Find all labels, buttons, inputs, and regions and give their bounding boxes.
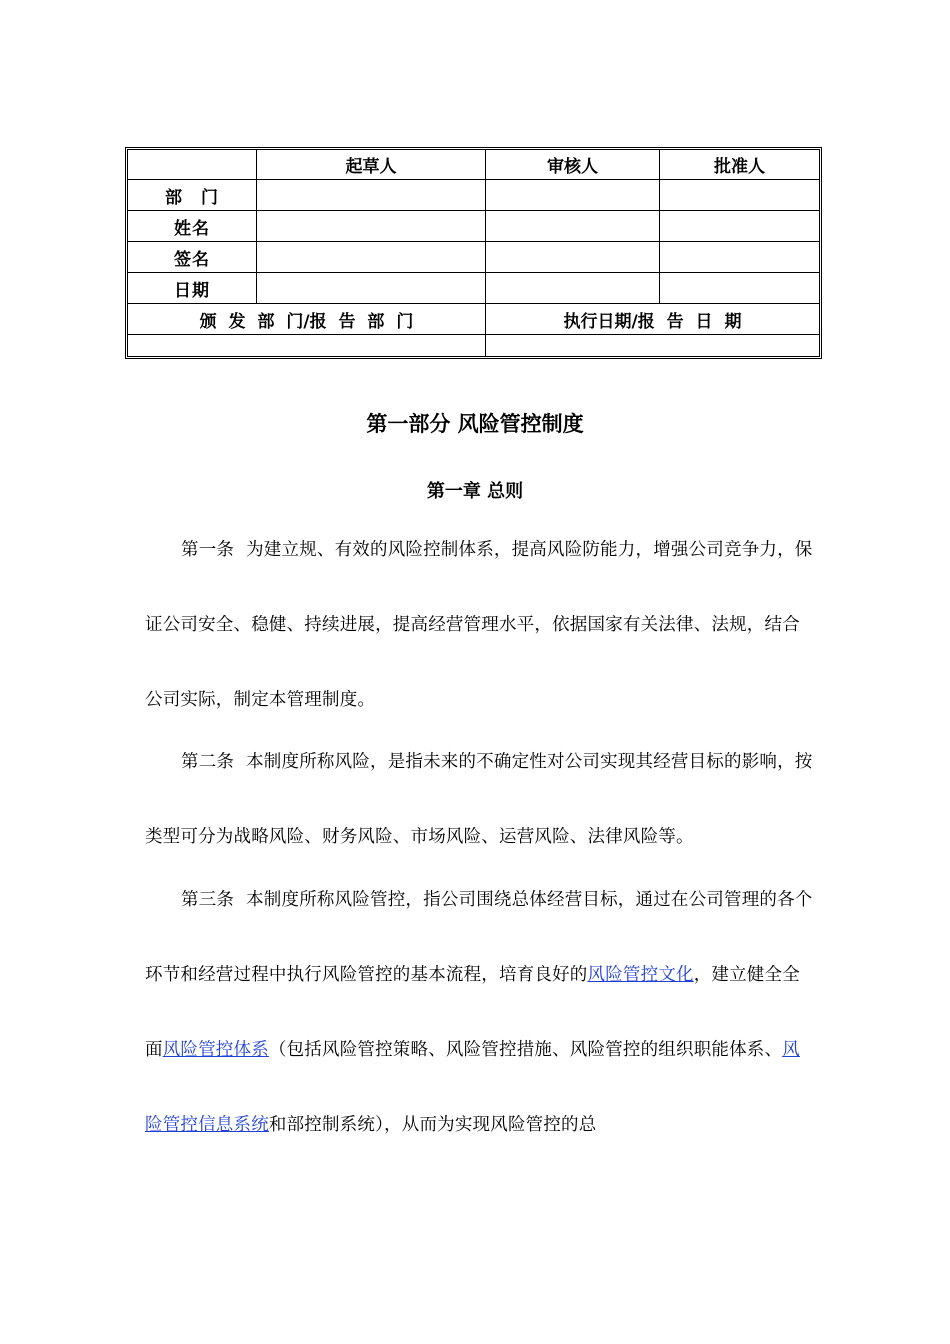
- article-3-label: 第三条: [181, 890, 235, 910]
- issue-dept-value-cell[interactable]: [128, 335, 486, 356]
- drafter-date-cell[interactable]: [257, 273, 486, 304]
- signoff-table: [125, 147, 822, 359]
- article-3-text-b: ，建立健全全面: [145, 965, 800, 1060]
- article-3-text-c: （包括风险管控策略、风险管控措施、风险管控的组织职能体系、: [268, 1040, 783, 1060]
- header-approver: 批准人: [660, 150, 819, 180]
- link-risk-culture[interactable]: 风险管控文化: [587, 965, 694, 985]
- reviewer-signature-cell[interactable]: [486, 242, 660, 273]
- row-label-signature: 签名: [128, 242, 257, 273]
- header-blank-cell: [128, 150, 257, 180]
- article-3-text-d: 和部控制系统），从而为实现风险管控的总: [268, 1115, 597, 1135]
- row-label-date: 日期: [128, 273, 257, 304]
- drafter-name-cell[interactable]: [257, 211, 486, 242]
- reviewer-department-cell[interactable]: [486, 180, 660, 211]
- drafter-signature-cell[interactable]: [257, 242, 486, 273]
- article-2-text: 本制度所称风险，是指未来的不确定性对公司实现其经营目标的影响，按类型可分为战略风险、财务风险、市场风险、运营风险、法律风险等。: [145, 752, 813, 847]
- row-label-name: 姓名: [128, 211, 257, 242]
- issue-dept-label: 颁 发 部 门/报 告 部 门: [128, 304, 486, 335]
- article-1: [145, 513, 815, 738]
- row-issue-labels: [128, 304, 819, 335]
- header-drafter: 起草人: [257, 150, 486, 180]
- approver-department-cell[interactable]: [660, 180, 819, 211]
- row-label-department: 部 门: [128, 180, 257, 211]
- row-department: [128, 180, 819, 211]
- article-1-text: 为建立规、有效的风险控制体系，提高风险防能力，增强公司竞争力，保证公司安全、稳健、持续进展，提高经营管理水平，依据国家有关法律、法规，结合公司实际，制定本管理制度。: [145, 540, 813, 710]
- article-2-label: 第二条: [181, 752, 235, 772]
- part-title: 第一部分 风险管控制度: [366, 412, 584, 436]
- approver-signature-cell[interactable]: [660, 242, 819, 273]
- article-1-label: 第一条: [181, 540, 235, 560]
- row-signature: [128, 242, 819, 273]
- exec-date-value-cell[interactable]: [486, 335, 819, 356]
- approver-date-cell[interactable]: [660, 273, 819, 304]
- reviewer-name-cell[interactable]: [486, 211, 660, 242]
- chapter-title: 第一章 总则: [426, 481, 524, 502]
- row-name: [128, 211, 819, 242]
- header-reviewer: 审核人: [486, 150, 660, 180]
- article-2: [145, 725, 815, 875]
- article-3: [145, 863, 815, 1163]
- exec-date-label: 执行日期/报 告 日 期: [486, 304, 819, 335]
- approver-name-cell[interactable]: [660, 211, 819, 242]
- link-risk-system[interactable]: 风险管控体系: [162, 1040, 269, 1060]
- article-3-text-a: 本制度所称风险管控，指公司围绕总体经营目标，通过在公司管理的各个环节和经营过程中执行风险管控的基本流程，培育良好的: [145, 890, 813, 985]
- row-date: [128, 273, 819, 304]
- row-issue-values: [128, 335, 819, 356]
- drafter-department-cell[interactable]: [257, 180, 486, 211]
- link-risk-info-system[interactable]: 风险管控信息系统: [145, 1040, 800, 1135]
- reviewer-date-cell[interactable]: [486, 273, 660, 304]
- signoff-header-row: [128, 150, 819, 180]
